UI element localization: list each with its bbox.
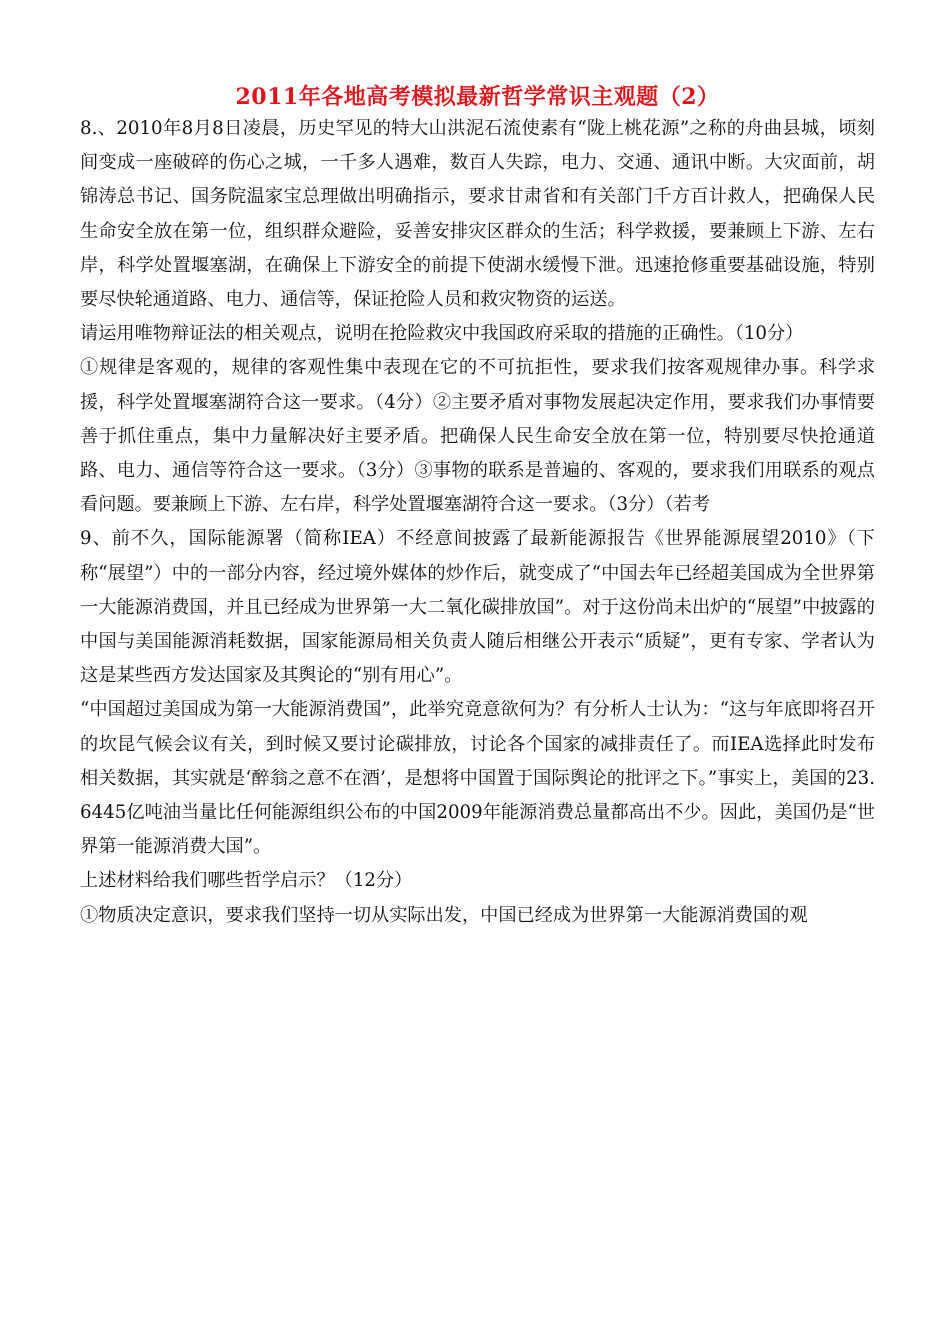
document-title: 2011年各地高考模拟最新哲学常识主观题（2） (235, 84, 720, 110)
question-9-passage-continued: “中国超过美国成为第一大能源消费国”，此举究竟意欲何为？有分析人士认为：“这与年底即将召开的坎昆气候会议有关，到时候又要讨论碳排放，讨论各个国家的减排责任了。而IEA选择此时发布相关数据，其实就是‘醉翁之意不在酒’，是想将中国置于国际舆论的批评之下。”事实上，美国的23.6445亿吨油当量比任何能源组织公布的中国2009年能源消费总量都高出不少。因此，美国仍是“世界第一能源消费大国”。 (80, 699, 875, 858)
document-page (80, 82, 875, 933)
question-9-answer: ①物质决定意识，要求我们坚持一切从实际出发，中国已经成为世界第一大能源消费国的观 (80, 904, 808, 926)
question-8-passage: 8.、2010年8月8日凌晨，历史罕见的特大山洪泥石流使素有“陇上桃花源”之称的舟曲县城，顷刻间变成一座破碎的伤心之城，一千多人遇难，数百人失踪，电力、交通、通讯中断。大灾面前，胡锦涛总书记、国务院温家宝总理做出明确指示，要求甘肃省和有关部门千方百计救人，把确保人民生命安全放在第一位，组织群众避险，妥善安排灾区群众的生活；科学救援，要兼顾上下游、左右岸，科学处置堰塞湖，在确保上下游安全的前提下使湖水缓慢下泄。迅速抢修重要基础设施，特别要尽快轮通道路、电力、通信等，保证抢险人员和救灾物资的运送。 (80, 118, 875, 311)
question-9-passage: 9、前不久，国际能源署（简称IEA）不经意间披露了最新能源报告《世界能源展望2010》（下称“展望”）中的一部分内容，经过境外媒体的炒作后，就变成了“中国去年已经超美国成为全世界第一大能源消费国，并且已经成为世界第一大二氧化碳排放国”。对于这份尚未出炉的“展望”中披露的中国与美国能源消耗数据，国家能源局相关负责人随后相继公开表示“质疑”，更有专家、学者认为这是某些西方发达国家及其舆论的“别有用心”。 (80, 528, 875, 687)
question-8-prompt: 请运用唯物辩证法的相关观点，说明在抢险救灾中我国政府采取的措施的正确性。（10分） (80, 323, 804, 345)
question-9-prompt: 上述材料给我们哪些哲学启示？（12分） (80, 870, 413, 892)
question-8-answer: ①规律是客观的，规律的客观性集中表现在它的不可抗拒性，要求我们按客观规律办事。科学求援，科学处置堰塞湖符合这一要求。（4分）②主要矛盾对事物发展起决定作用，要求我们办事情要善于抓住重点，集中力量解决好主要矛盾。把确保人民生命安全放在第一位，特别要尽快抢通道路、电力、通信等符合这一要求。（3分）③事物的联系是普遍的、客观的，要求我们用联系的观点看问题。要兼顾上下游、左右岸，科学处置堰塞湖符合这一要求。（3分）（若考 (80, 357, 875, 516)
